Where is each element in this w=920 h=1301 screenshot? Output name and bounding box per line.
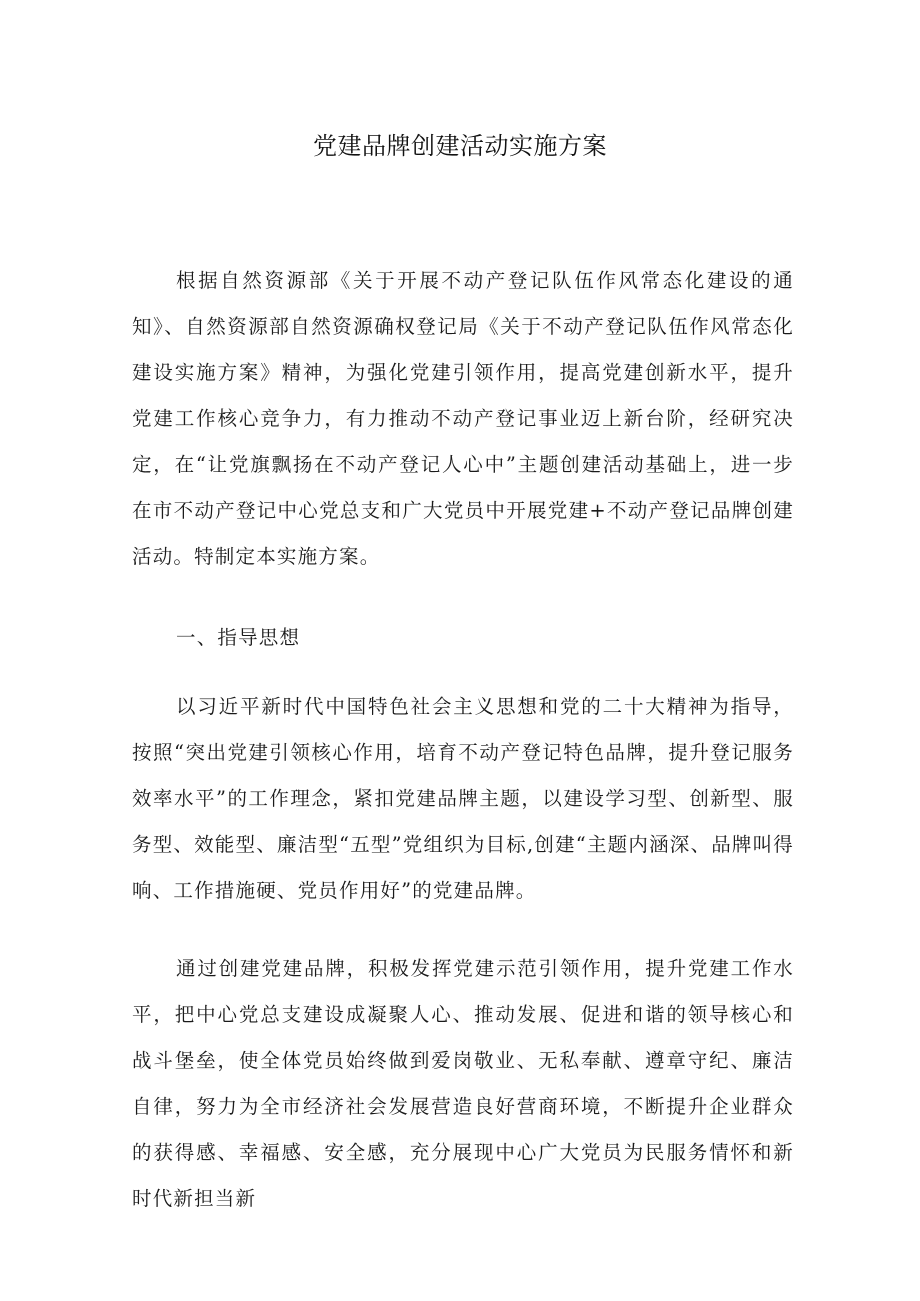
paragraph-objectives: 通过创建党建品牌，积极发挥党建示范引领作用，提升党建工作水平，把中心党总支建设成凝聚人心、推动发展、促进和谐的领导核心和战斗堡垒，使全体党员始终做到爱岗敬业、无私奉献、遵章守纪、廉洁自律，努力为全市经济社会发展营造良好营商环境，不断提升企业群众的获得感、幸福感、安全感，充分展现中心广大党员为民服务情怀和新时代新担当新	[132, 957, 794, 1210]
paragraph-guiding-ideology: 以习近平新时代中国特色社会主义思想和党的二十大精神为指导，按照“突出党建引领核心作用，培育不动产登记特色品牌，提升登记服务效率水平”的工作理念，紧扣党建品牌主题，以建设学习型、创新型、服务型、效能型、廉洁型“五型”党组织为目标,创建“主题内涵深、品牌叫得响、工作措施硬、党员作用好”的党建品牌。	[132, 695, 794, 902]
paragraph-intro: 根据自然资源部《关于开展不动产登记队伍作风常态化建设的通知》、自然资源部自然资源确权登记局《关于不动产登记队伍作风常态化建设实施方案》精神，为强化党建引领作用，提高党建创新水平，提升党建工作核心竞争力，有力推动不动产登记事业迈上新台阶，经研究决定，在“让党旗飘扬在不动产登记人心中”主题创建活动基础上，进一步在市不动产登记中心党总支和广大党员中开展党建+不动产登记品牌创建活动。特制定本实施方案。	[132, 269, 794, 568]
document-title: 党建品牌创建活动实施方案	[313, 132, 607, 160]
section-heading-guiding-ideology: 一、指导思想	[176, 626, 301, 649]
